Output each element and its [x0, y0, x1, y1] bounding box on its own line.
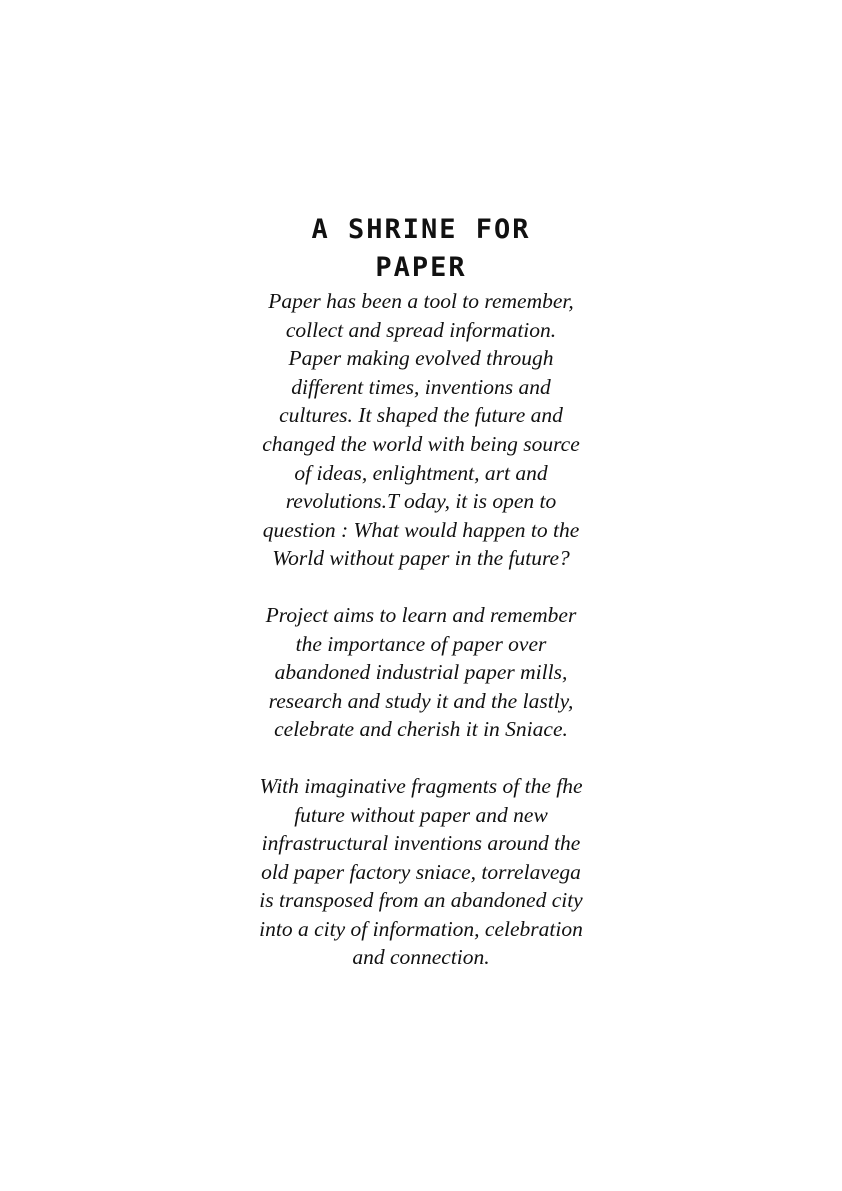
vision-paragraph: With imaginative fragments of the fhe future without paper and new infrastructural inventions around the old paper factory sniace, torrelavega is transposed from an abandoned city into a city of information, celebration and connection. [259, 773, 583, 970]
text-block [221, 211, 621, 972]
page-title: A SHRINE FOR PAPER [311, 214, 531, 283]
intro-paragraph: Paper has been a tool to remember, collect and spread information. Paper making evolved through different times, inventions and cultures. It shaped the future and changed the world with being source of ideas, enlightment, art and revolutions.T oday, it is open to question : What would happen to the World without paper in the future? [262, 289, 580, 571]
project-aims-paragraph: Project aims to learn and remember the importance of paper over abandoned industrial paper mills, research and study it and the lastly, celebrate and cherish it in Sniace. [265, 602, 577, 742]
